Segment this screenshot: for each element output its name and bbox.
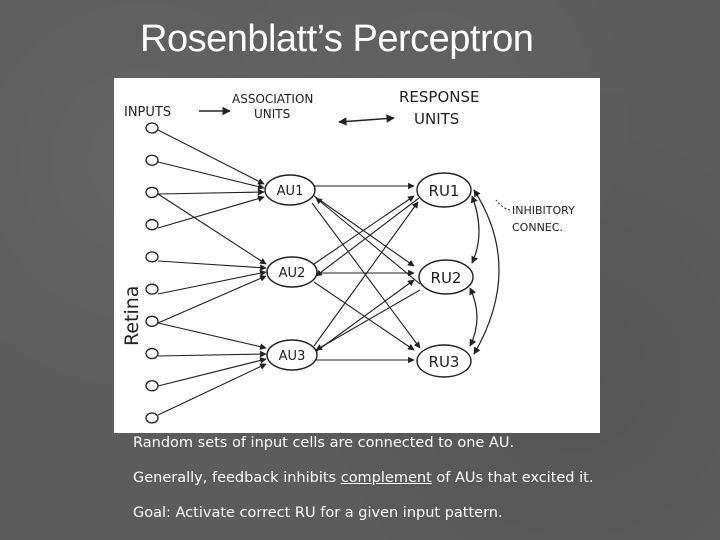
slide-title: Rosenblatt’s Perceptron bbox=[140, 18, 534, 60]
association-unit-au1 bbox=[265, 175, 315, 205]
input-cells bbox=[146, 123, 158, 423]
association-unit-au3 bbox=[267, 340, 317, 370]
response-unit-ru3 bbox=[417, 345, 471, 377]
association-unit-au2 bbox=[267, 257, 317, 287]
input-cell bbox=[146, 252, 158, 262]
response-label-2: UNITS bbox=[414, 110, 460, 128]
input-cell bbox=[146, 413, 158, 423]
inhibitory-label-2: CONNEC. bbox=[512, 221, 563, 234]
retina-label: Retina bbox=[121, 285, 143, 346]
input-cell bbox=[146, 381, 158, 391]
caption-feedback-start: Generally, feedback inhibits bbox=[133, 470, 341, 486]
inhibitory-label-1: INHIBITORY bbox=[512, 204, 575, 217]
input-cell bbox=[146, 187, 158, 197]
input-cell bbox=[146, 123, 158, 133]
association-label-1: ASSOCIATION bbox=[232, 92, 314, 106]
au3-label: AU3 bbox=[278, 349, 306, 364]
input-cell bbox=[146, 316, 158, 326]
ru2-label: RU2 bbox=[430, 269, 462, 287]
association-response-connections bbox=[312, 186, 420, 360]
input-connections bbox=[158, 130, 266, 415]
caption-feedback-underlined: complement bbox=[340, 470, 432, 486]
au2-label: AU2 bbox=[278, 266, 306, 281]
ru3-label: RU3 bbox=[428, 353, 460, 371]
inhibitory-pointer bbox=[496, 200, 510, 210]
caption-goal: Goal: Activate correct RU for a given input pattern. bbox=[133, 505, 503, 521]
response-unit-ru2 bbox=[419, 260, 473, 294]
au1-label: AU1 bbox=[276, 184, 304, 199]
input-cell bbox=[146, 155, 158, 165]
input-cell bbox=[146, 349, 158, 359]
input-cell bbox=[146, 284, 158, 294]
ru1-label: RU1 bbox=[428, 182, 460, 200]
association-response-arrow bbox=[339, 118, 394, 122]
caption-feedback-end: of AUs that excited it. bbox=[431, 470, 594, 486]
inhibitory-connections bbox=[470, 190, 499, 354]
response-label-1: RESPONSE bbox=[399, 88, 480, 106]
caption-feedback bbox=[133, 470, 593, 486]
inputs-label: INPUTS bbox=[124, 105, 172, 120]
association-label-2: UNITS bbox=[254, 107, 291, 121]
perceptron-diagram bbox=[114, 78, 600, 433]
caption-random-sets: Random sets of input cells are connected to one AU. bbox=[133, 435, 515, 451]
input-cell bbox=[146, 220, 158, 230]
response-unit-ru1 bbox=[417, 173, 471, 207]
